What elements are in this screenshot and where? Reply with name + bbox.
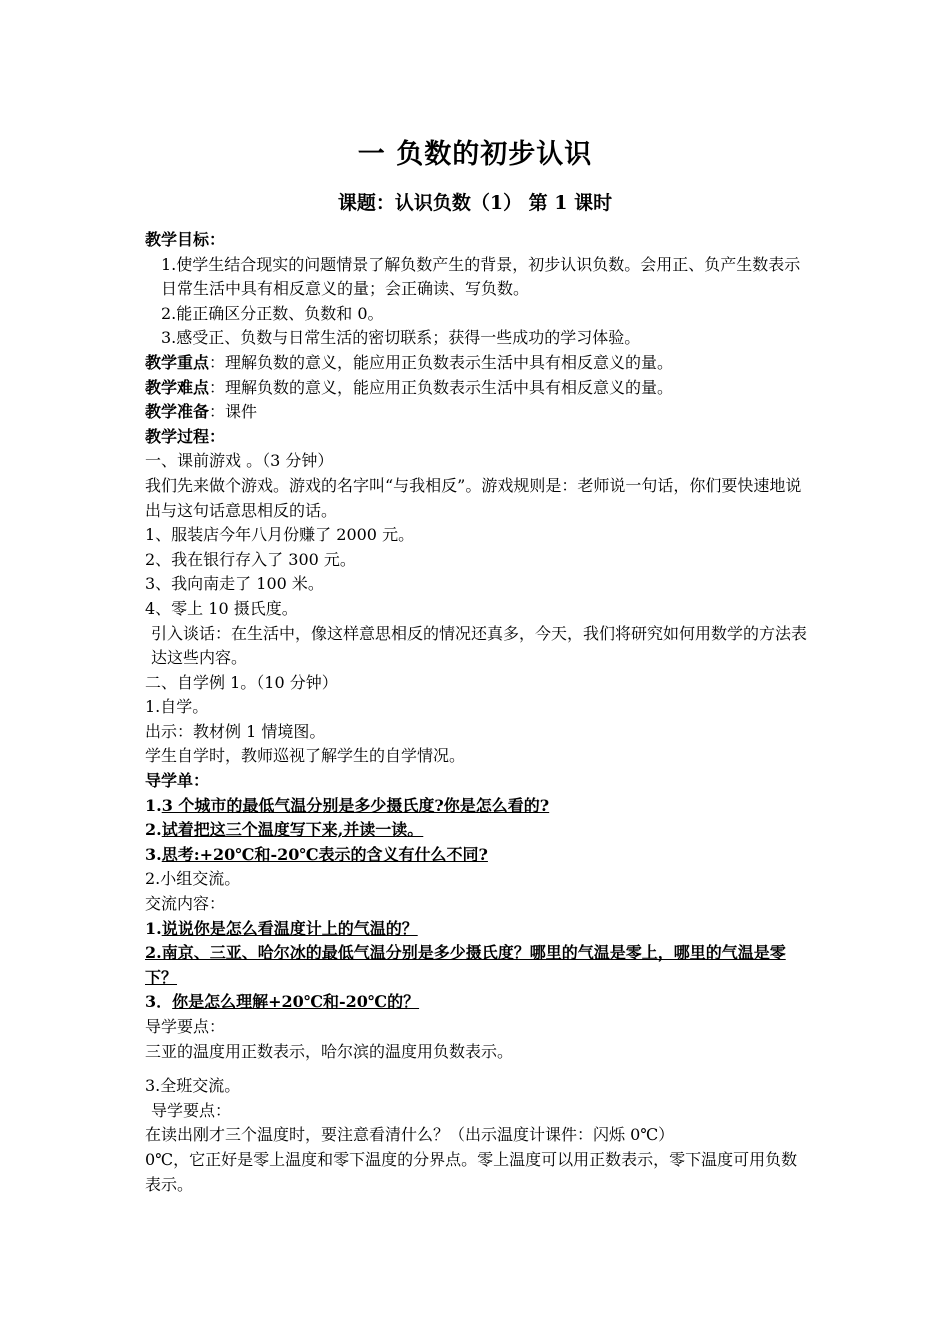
guide-question-2 [145, 818, 813, 843]
discussion-content-label: 交流内容： [145, 894, 226, 914]
teaching-difficulty-label: 教学难点 [145, 377, 210, 397]
heading-guide-sheet: 导学单： [145, 771, 210, 791]
guide-question-3-text: 思考:+20℃和-20℃表示的含义有什么不同? [161, 844, 488, 864]
goal-1: 1.使学生结合现实的问题情景了解负数产生的背景，初步认识负数。会用正、负产生数表示日常生活中具有相反意义的量；会正确读、写负数。 [161, 254, 801, 299]
step-class-discussion: 3.全班交流。 [145, 1076, 241, 1096]
guide-question-1 [145, 794, 813, 819]
document-body [145, 228, 813, 1197]
zero-degree-explanation: 0℃，它正好是零上温度和零下温度的分界点。零上温度可以用正数表示，零下温度可用负数表示。 [145, 1149, 798, 1194]
game-intro: 我们先来做个游戏。游戏的名字叫“与我相反”。游戏规则是：老师说一句话，你们要快速地说出与这句话意思相反的话。 [145, 475, 802, 520]
guide-question-3-number: 3. [145, 844, 162, 864]
guide-points-text-1: 三亚的温度用正数表示，哈尔滨的温度用负数表示。 [145, 1041, 514, 1061]
teaching-focus-label: 教学重点 [145, 352, 210, 372]
teaching-difficulty-text: ：理解负数的意义，能应用正负数表示生活中具有相反意义的量。 [209, 377, 674, 397]
teaching-preparation [145, 400, 813, 425]
section-warmup-game: 一、课前游戏 。（3 分钟） [145, 451, 334, 471]
section-self-study: 二、自学例 1。（10 分钟） [145, 672, 338, 692]
teaching-focus-text: ：理解负数的意义，能应用正负数表示生活中具有相反意义的量。 [209, 352, 674, 372]
discussion-question-3-number: 3． [145, 992, 173, 1012]
teacher-patrol: 学生自学时，教师巡视了解学生的自学情况。 [145, 746, 466, 766]
guide-question-2-text: 试着把这三个温度写下来,并读一读。 [161, 820, 424, 840]
heading-teaching-goals: 教学目标： [145, 230, 226, 249]
discussion-question-2: 2.南京、三亚、哈尔冰的最低气温分别是多少摄氏度？哪里的气温是零上，哪里的气温是零下？ [145, 943, 786, 987]
game-item-4: 4、零上 10 摄氏度。 [145, 598, 298, 618]
game-item-1: 1、服装店今年八月份赚了 2000 元。 [145, 525, 415, 545]
guide-points-label-2: 导学要点： [151, 1100, 232, 1120]
game-item-3: 3、我向南走了 100 米。 [145, 574, 324, 594]
guide-points-question: 在读出刚才三个温度时，要注意看清什么？（出示温度计课件：闪烁 0℃） [145, 1125, 675, 1145]
goal-2: 2.能正确区分正数、负数和 0。 [161, 303, 384, 323]
step-group-discussion: 2.小组交流。 [145, 869, 241, 889]
guide-question-2-number: 2. [145, 820, 162, 840]
teaching-preparation-text: ：课件 [209, 402, 258, 422]
teaching-preparation-label: 教学准备 [145, 402, 210, 422]
discussion-question-3 [145, 990, 813, 1015]
goal-3: 3.感受正、负数与日常生活的密切联系；获得一些成功的学习体验。 [161, 328, 641, 348]
document-title: 一 负数的初步认识 [357, 139, 593, 170]
guide-question-1-number: 1. [145, 795, 162, 815]
teaching-focus [145, 351, 813, 376]
guide-points-label-1: 导学要点： [145, 1017, 226, 1036]
lesson-subtitle: 课题：认识负数（1） 第 1 课时 [337, 192, 613, 214]
show-textbook: 出示：教材例 1 情境图。 [145, 721, 326, 741]
discussion-question-1 [145, 917, 813, 942]
step-self-study: 1.自学。 [145, 697, 209, 717]
intro-talk: 引入谈话：在生活中，像这样意思相反的情况还真多，今天，我们将研究如何用数学的方法表达这些内容。 [151, 623, 808, 668]
discussion-question-1-text: 说说你是怎么看温度计上的气温的？ [161, 918, 418, 938]
discussion-question-1-number: 1. [145, 918, 162, 938]
guide-question-1-text: 3 个城市的最低气温分别是多少摄氏度?你是怎么看的? [161, 795, 550, 815]
teaching-difficulty [145, 376, 813, 401]
discussion-question-3-text: 你是怎么理解+20℃和-20℃的？ [172, 992, 420, 1012]
heading-teaching-process: 教学过程： [145, 426, 226, 446]
guide-question-3 [145, 843, 813, 868]
paragraph-gap [145, 1064, 813, 1074]
game-item-2: 2、我在银行存入了 300 元。 [145, 549, 356, 569]
